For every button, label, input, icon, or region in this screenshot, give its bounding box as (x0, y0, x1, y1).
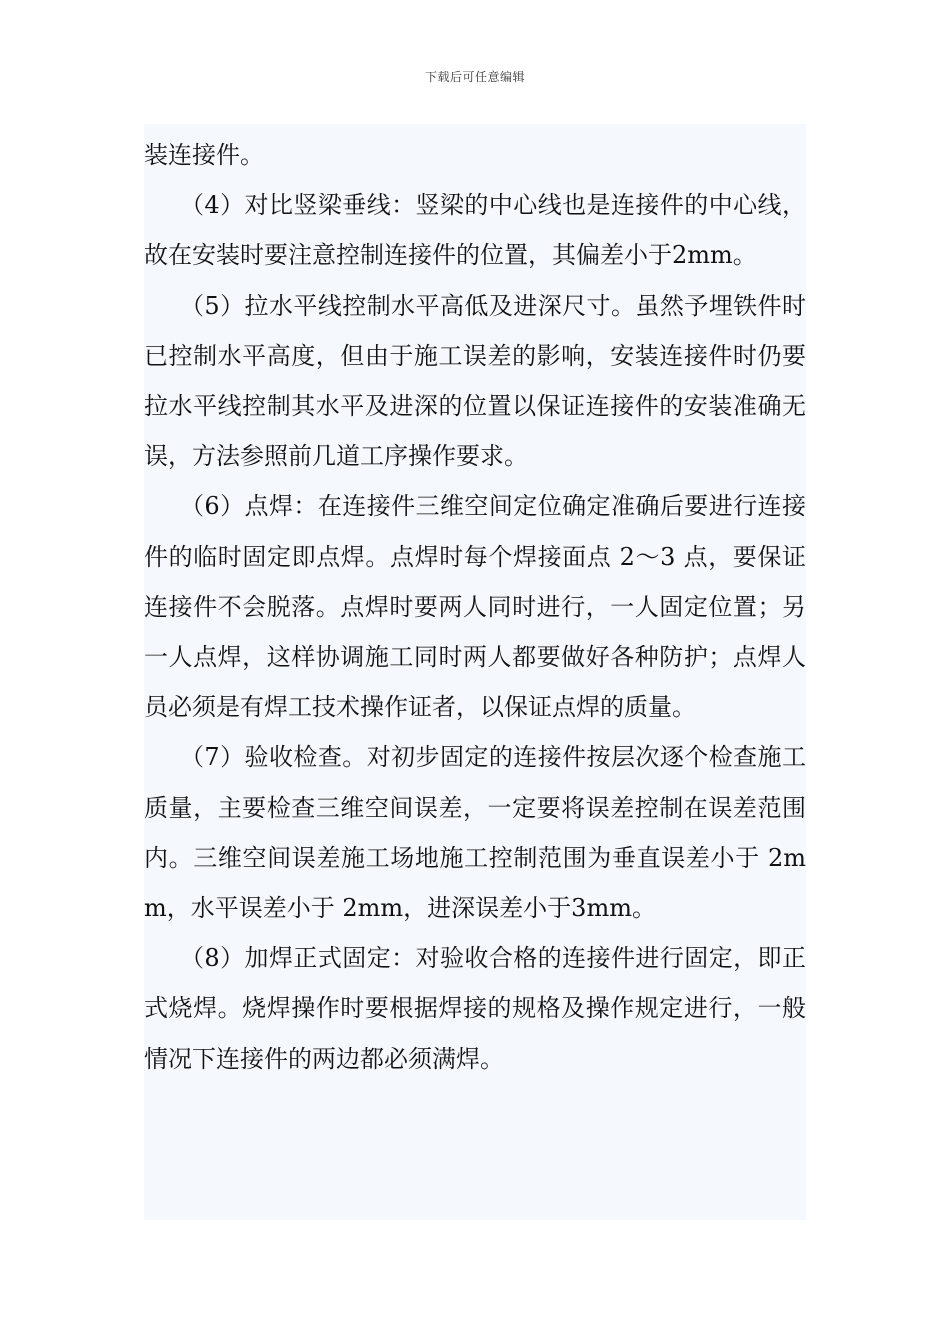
page-header-note: 下载后可任意编辑 (424, 70, 525, 84)
document-body (144, 124, 806, 1220)
paragraph-step-8: （8）加焊正式固定：对验收合格的连接件进行固定，即正式烧焊。烧焊操作时要根据焊接的规格及操作规定进行，一般情况下连接件的两边都必须满焊。 (144, 944, 806, 1073)
paragraph-step-5: （5）拉水平线控制水平高低及进深尺寸。虽然予埋铁件时已控制水平高度，但由于施工误差的影响，安装连接件时仍要拉水平线控制其水平及进深的位置以保证连接件的安装准确无误，方法参照前几道工序操作要求。 (144, 291, 806, 471)
paragraph-continuation: 装连接件。 (144, 141, 264, 169)
paragraph-step-4: （4）对比竖梁垂线：竖梁的中心线也是连接件的中心线，故在安装时要注意控制连接件的位置，其偏差小于2mm。 (144, 191, 806, 270)
paragraph-step-6: （6）点焊：在连接件三维空间定位确定准确后要进行连接件的临时固定即点焊。点焊时每个焊接面点 2～3 点，要保证连接件不会脱落。点焊时要两人同时进行，一人固定位置；另一人点焊，这样协调施工同时两人都要做好各种防护；点焊人员必须是有焊工技术操作证者，以保证点焊的质量。 (144, 492, 806, 722)
paragraph-step-7: （7）验收检查。对初步固定的连接件按层次逐个检查施工质量，主要检查三维空间误差，一定要将误差控制在误差范围内。三维空间误差施工场地施工控制范围为垂直误差小于 2mm，水平误差小于 2mm，进深误差小于3mm。 (144, 743, 806, 923)
